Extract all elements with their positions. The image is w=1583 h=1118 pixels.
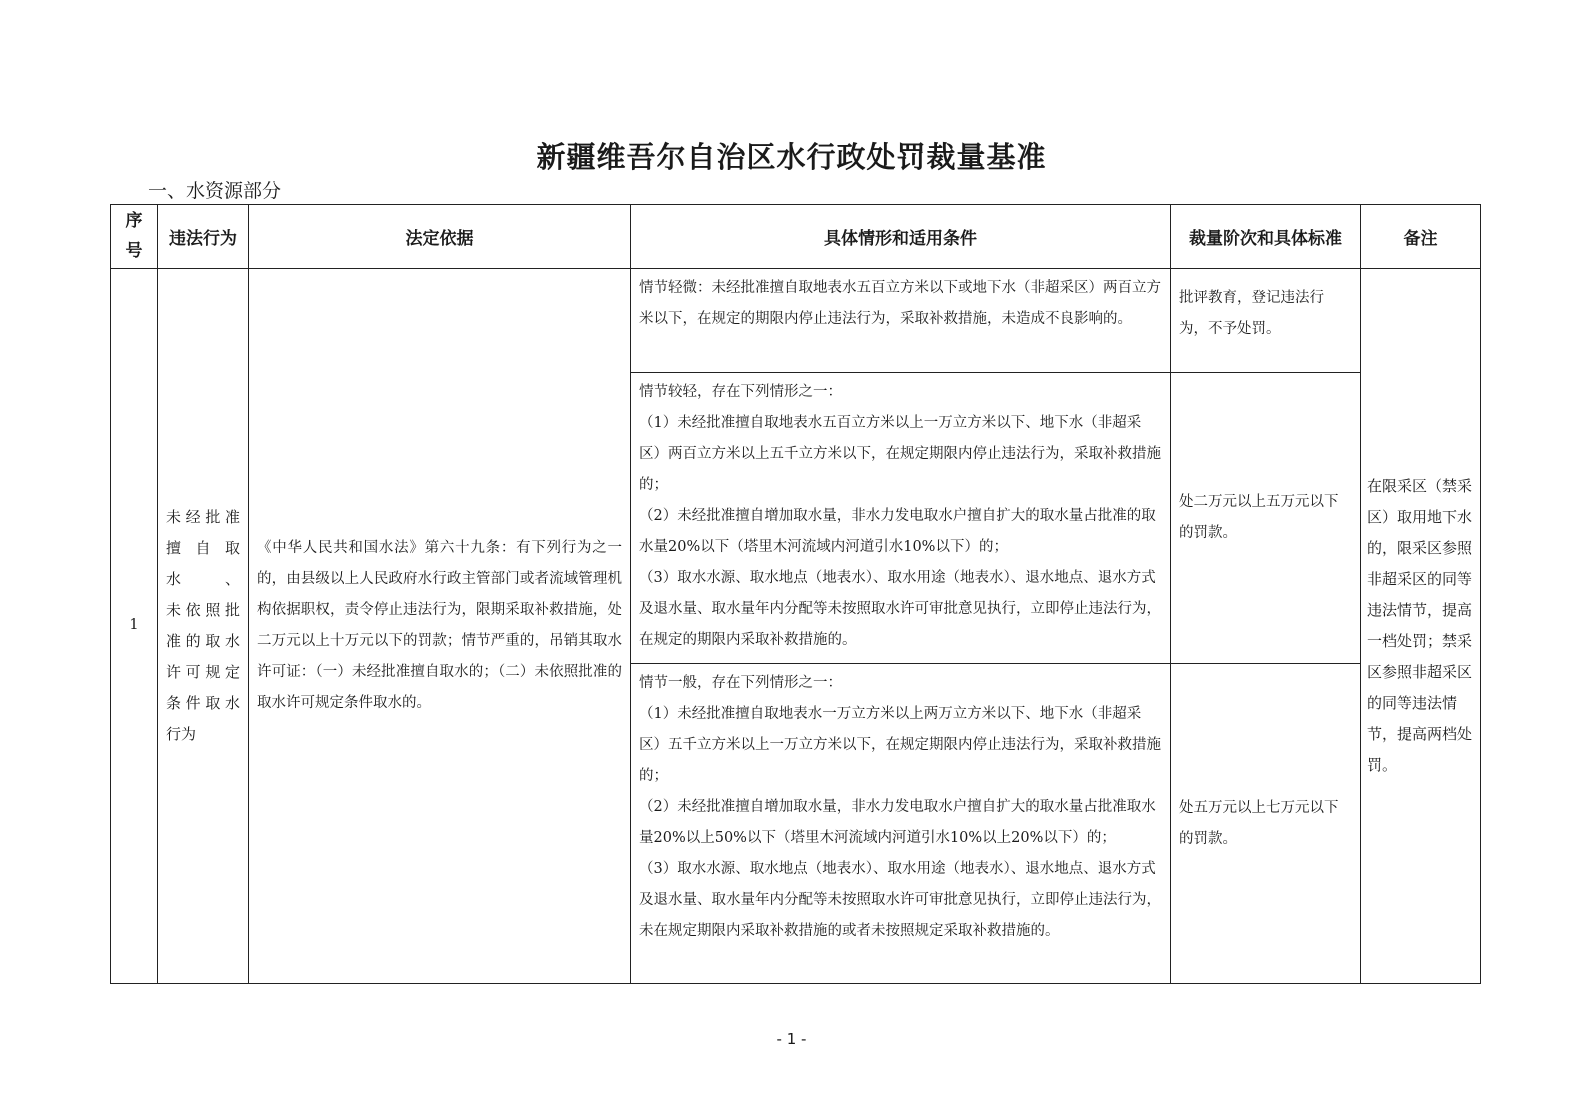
act-line: 许可规定 — [166, 662, 240, 681]
row-note: 在限采区（禁采区）取用地下水的，限采区参照非超采区的同等违法情节，提高一档处罚；禁采区参照非超采区的同等违法情节，提高两档处罚。 — [1361, 268, 1481, 983]
condition-minor — [631, 268, 1171, 372]
penalty-table — [110, 204, 1481, 984]
row-legal-basis: 《中华人民共和国水法》第六十九条：有下列行为之一的，由县级以上人民政府水行政主管部门或者流域管理机构依据职权，责令停止违法行为，限期采取补救措施，处二万元以上十万元以下的罚款；情节严重的，吊销其取水许可证：（一）未经批准擅自取水的；（二）未依照批准的取水许可规定条件取水的。 — [249, 268, 631, 983]
row-seq: 1 — [111, 268, 158, 983]
table-header-row — [111, 205, 1481, 269]
header-act: 违法行为 — [158, 205, 249, 269]
header-standard: 裁量阶次和具体标准 — [1171, 205, 1361, 269]
act-line: 擅自取水、 — [166, 538, 240, 588]
document-title: 新疆维吾尔自治区水行政处罚裁量基准 — [536, 140, 1047, 174]
section-title: 一、水资源部分 — [148, 180, 282, 202]
condition-text: （1）未经批准擅自取地表水五百立方米以上一万立方米以下、地下水（非超采区）两百立方米以上五千立方米以下，在规定期限内停止违法行为，采取补救措施的； — [639, 414, 1161, 493]
standard-general: 处五万元以上七万元以下的罚款。 — [1171, 664, 1361, 984]
header-seq — [111, 205, 158, 269]
header-conditions: 具体情形和适用条件 — [631, 205, 1171, 269]
condition-text: （1）未经批准擅自取地表水一万立方米以上两万立方米以下、地下水（非超采区）五千立方米以上一万立方米以下，在规定期限内停止违法行为，采取补救措施的； — [639, 706, 1161, 785]
standard-light: 处二万元以上五万元以下的罚款。 — [1171, 372, 1361, 663]
condition-text: 情节较轻，存在下列情形之一： — [639, 383, 842, 400]
condition-text: （2）未经批准擅自增加取水量，非水力发电取水户擅自扩大的取水量占批准取水量20%以上50%以下（塔里木河流域内河道引水10%以上20%以下）的； — [639, 799, 1156, 847]
condition-light — [631, 372, 1171, 663]
page-number: - 1 - — [776, 1030, 807, 1048]
condition-text: 情节轻微：未经批准擅自取地表水五百立方米以下或地下水（非超采区）两百立方米以下，在规定的期限内停止违法行为，采取补救措施，未造成不良影响的。 — [639, 279, 1161, 327]
act-line: 行为 — [166, 724, 197, 743]
header-note: 备注 — [1361, 205, 1481, 269]
condition-text: 情节一般，存在下列情形之一： — [639, 675, 842, 692]
act-line: 准的取水 — [166, 631, 240, 650]
condition-text: （3）取水水源、取水地点（地表水）、取水用途（地表水）、退水地点、退水方式及退水量、取水量年内分配等未按照取水许可审批意见执行，立即停止违法行为，在规定的期限内采取补救措施的。 — [639, 569, 1161, 648]
row-violation-act — [158, 268, 249, 983]
condition-text: （3）取水水源、取水地点（地表水）、取水用途（地表水）、退水地点、退水方式及退水量、取水量年内分配等未按照取水许可审批意见执行，立即停止违法行为，未在规定期限内采取补救措施的或者未按照规定采取补救措施的。 — [639, 861, 1161, 940]
standard-minor: 批评教育，登记违法行为，不予处罚。 — [1171, 268, 1361, 372]
act-line: 条件取水 — [166, 693, 240, 712]
header-basis: 法定依据 — [249, 205, 631, 269]
table-row — [111, 268, 1481, 372]
condition-text: （2）未经批准擅自增加取水量，非水力发电取水户擅自扩大的取水量占批准的取水量20%以下（塔里木河流域内河道引水10%以下）的； — [639, 507, 1156, 555]
header-seq-label: 序号 — [125, 211, 143, 262]
condition-general — [631, 664, 1171, 984]
act-line: 未经批准 — [166, 507, 240, 526]
act-line: 未依照批 — [166, 600, 240, 619]
